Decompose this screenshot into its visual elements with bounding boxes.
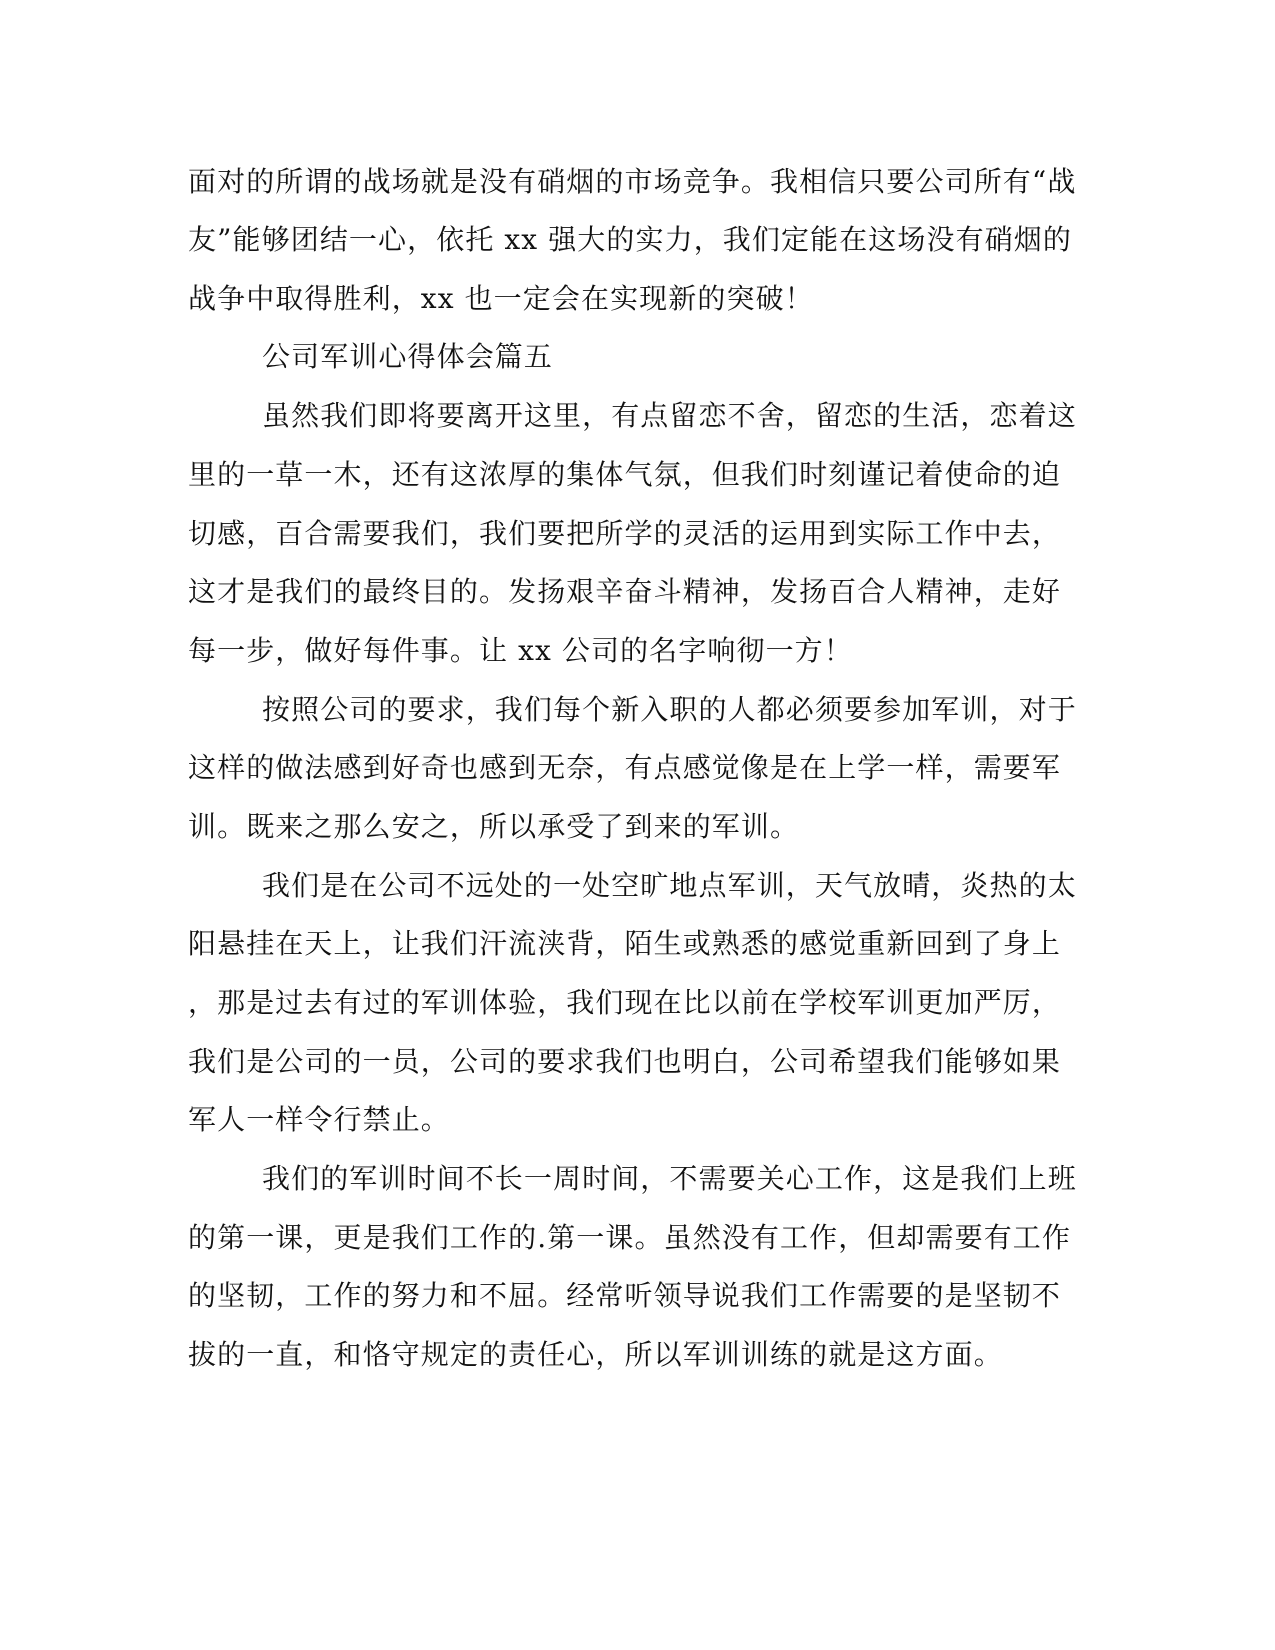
text-line: 训。既来之那么安之，所以承受了到来的军训。 xyxy=(188,810,800,843)
text-line: 友”能够团结一心，依托 xx 强大的实力，我们定能在这场没有硝烟的 xyxy=(188,223,1073,256)
text-line: ，那是过去有过的军训体验，我们现在比以前在学校军训更加严厉， xyxy=(188,986,1062,1019)
text-line: 阳悬挂在天上，让我们汗流浃背，陌生或熟悉的感觉重新回到了身上 xyxy=(188,927,1062,960)
text-line: 的坚韧，工作的努力和不屈。经常听领导说我们工作需要的是坚韧不 xyxy=(188,1279,1062,1312)
text-line: 虽然我们即将要离开这里，有点留恋不舍，留恋的生活，恋着这 xyxy=(262,399,1077,432)
text-line: 我们的军训时间不长一周时间，不需要关心工作，这是我们上班 xyxy=(262,1162,1077,1195)
text-line: 我们是在公司不远处的一处空旷地点军训，天气放晴，炎热的太 xyxy=(262,869,1077,902)
text-line: 面对的所谓的战场就是没有硝烟的市场竞争。我相信只要公司所有“战 xyxy=(188,165,1077,198)
text-line: 这才是我们的最终目的。发扬艰辛奋斗精神，发扬百合人精神，走好 xyxy=(188,575,1062,608)
text-line: 拔的一直，和恪守规定的责任心，所以军训训练的就是这方面。 xyxy=(188,1338,1003,1371)
section-heading: 公司军训心得体会篇五 xyxy=(262,340,554,373)
text-line: 里的一草一木，还有这浓厚的集体气氛，但我们时刻谨记着使命的迫 xyxy=(188,458,1062,491)
text-line: 战争中取得胜利，xx 也一定会在实现新的突破！ xyxy=(188,282,814,315)
text-line: 每一步，做好每件事。让 xx 公司的名字响彻一方！ xyxy=(188,634,853,667)
text-line: 这样的做法感到好奇也感到无奈，有点感觉像是在上学一样，需要军 xyxy=(188,751,1062,784)
text-line: 的第一课，更是我们工作的.第一课。虽然没有工作，但却需要有工作 xyxy=(188,1221,1072,1254)
text-line: 按照公司的要求，我们每个新入职的人都必须要参加军训，对于 xyxy=(262,693,1077,726)
text-line: 我们是公司的一员，公司的要求我们也明白，公司希望我们能够如果 xyxy=(188,1045,1062,1078)
text-line: 切感，百合需要我们，我们要把所学的灵活的运用到实际工作中去， xyxy=(188,517,1062,550)
text-line: 军人一样令行禁止。 xyxy=(188,1103,450,1136)
